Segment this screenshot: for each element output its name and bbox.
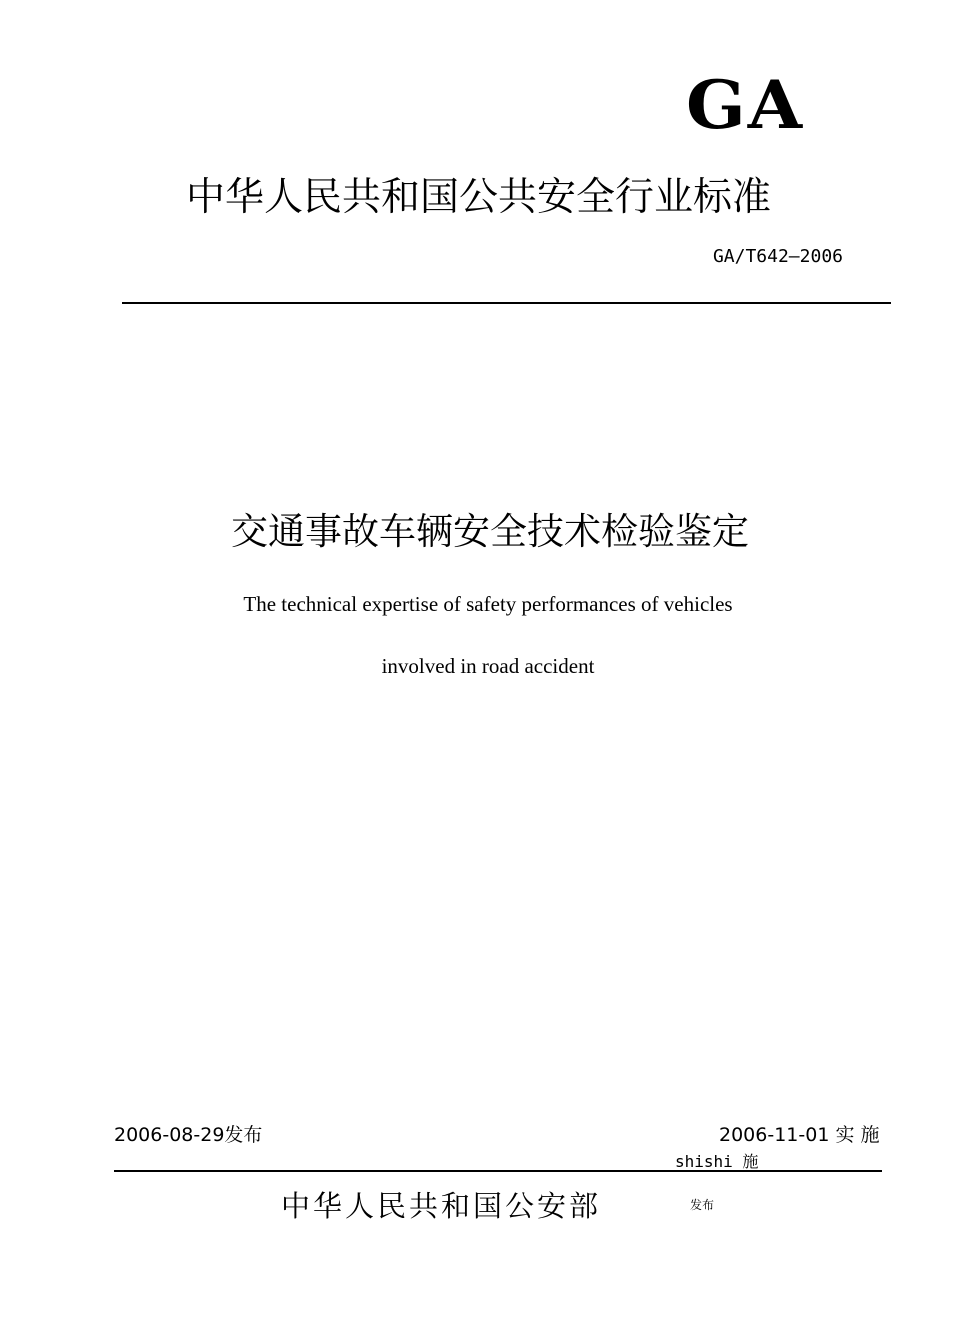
- ga-logo: GA: [686, 65, 805, 145]
- standard-number: GA/T642—2006: [712, 246, 843, 267]
- implement-label: 实 施: [835, 1124, 880, 1146]
- issue-date: 2006-08-29: [114, 1124, 225, 1146]
- issuing-authority: 中华人民共和国公安部: [281, 1189, 602, 1223]
- implement-date: 2006-11-01: [719, 1124, 830, 1146]
- standard-category-title: 中华人民共和国公共安全行业标准: [186, 175, 772, 220]
- implement-clipped-text: [675, 1152, 759, 1171]
- document-title-chinese: 交通事故车辆安全技术检验鉴定: [231, 510, 749, 553]
- implement-clipped-text-value: shishi 施: [675, 1152, 759, 1171]
- issuing-authority-suffix: 发布: [690, 1198, 715, 1212]
- issue-date-block: [114, 1126, 262, 1145]
- document-title-english-line-2: involved in road accident: [381, 654, 595, 678]
- document-title-english-line-1: The technical expertise of safety performances of vehicles: [243, 592, 733, 616]
- implement-date-block: [719, 1126, 880, 1145]
- issue-label: 发布: [224, 1124, 263, 1146]
- top-divider: [122, 302, 891, 304]
- bottom-divider: [114, 1170, 882, 1172]
